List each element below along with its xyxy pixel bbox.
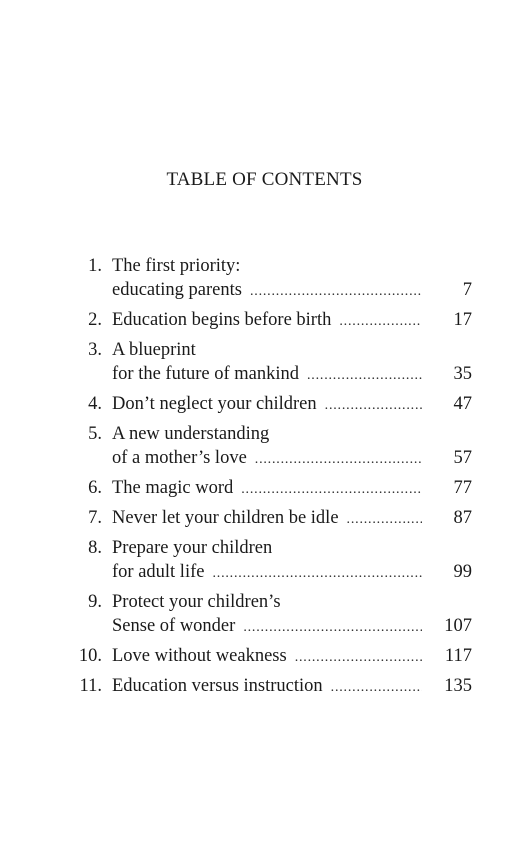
toc-entry-number: 6. xyxy=(88,478,102,498)
toc-entry xyxy=(72,644,472,670)
page-title: TABLE OF CONTENTS xyxy=(166,169,363,190)
toc-entry-title: of a mother’s love xyxy=(112,448,247,468)
toc-entry xyxy=(72,476,472,502)
dot-leader xyxy=(307,364,422,388)
toc-entry-title: Education begins before birth xyxy=(112,310,332,330)
toc-entry-title: Don’t neglect your children xyxy=(112,394,317,414)
toc-entry-number: 1. xyxy=(88,256,102,276)
toc-entry xyxy=(72,506,472,532)
toc-entry-number: 8. xyxy=(88,538,102,558)
toc-entry xyxy=(72,254,472,304)
toc-entry-title-line: A new understanding xyxy=(112,424,270,444)
toc-entry-number: 11. xyxy=(79,676,102,696)
toc-entry-title: for adult life xyxy=(112,562,205,582)
toc-entry-number: 9. xyxy=(88,592,102,612)
toc-entry-number: 7. xyxy=(88,508,102,528)
toc-entry-page-number: 57 xyxy=(453,448,472,468)
toc-entry-number: 4. xyxy=(88,394,102,414)
toc-entry-page-number: 7 xyxy=(462,280,472,300)
toc-entry-number: 10. xyxy=(78,646,102,666)
dot-leader xyxy=(347,508,422,532)
dot-leader xyxy=(325,394,422,418)
toc-entry xyxy=(72,536,472,586)
toc-entry-number: 3. xyxy=(88,340,102,360)
table-of-contents xyxy=(72,254,472,704)
toc-entry xyxy=(72,674,472,700)
dot-leader xyxy=(255,448,422,472)
dot-leader xyxy=(339,310,422,334)
toc-entry-title: Education versus instruction xyxy=(112,676,323,696)
toc-entry-title: Love without weakness xyxy=(112,646,287,666)
toc-entry-page-number: 107 xyxy=(444,616,472,636)
toc-entry-page-number: 117 xyxy=(444,646,472,666)
toc-entry xyxy=(72,392,472,418)
toc-entry-page-number: 77 xyxy=(453,478,472,498)
dot-leader xyxy=(241,478,422,502)
toc-entry-title: for the future of mankind xyxy=(112,364,299,384)
dot-leader xyxy=(212,562,422,586)
toc-entry xyxy=(72,422,472,472)
toc-entry-title: Never let your children be idle xyxy=(112,508,339,528)
toc-entry-title: educating parents xyxy=(112,280,242,300)
toc-entry-number: 2. xyxy=(88,310,102,330)
toc-entry-page-number: 135 xyxy=(444,676,472,696)
toc-entry-title: The magic word xyxy=(112,478,234,498)
toc-entry-title-line: A blueprint xyxy=(112,340,196,360)
toc-entry-page-number: 17 xyxy=(453,310,472,330)
toc-entry-page-number: 87 xyxy=(453,508,472,528)
toc-entry xyxy=(72,308,472,334)
toc-entry xyxy=(72,590,472,640)
toc-entry-title-line: The first priority: xyxy=(112,256,241,276)
toc-entry-number: 5. xyxy=(88,424,102,444)
toc-entry xyxy=(72,338,472,388)
toc-entry-title-line: Prepare your children xyxy=(112,538,273,558)
toc-entry-title: Sense of wonder xyxy=(112,616,236,636)
toc-entry-page-number: 99 xyxy=(453,562,472,582)
toc-entry-title-line: Protect your children’s xyxy=(112,592,281,612)
toc-entry-page-number: 47 xyxy=(453,394,472,414)
dot-leader xyxy=(243,616,422,640)
toc-entry-page-number: 35 xyxy=(453,364,472,384)
dot-leader xyxy=(295,646,422,670)
dot-leader xyxy=(331,676,422,700)
dot-leader xyxy=(250,280,422,304)
